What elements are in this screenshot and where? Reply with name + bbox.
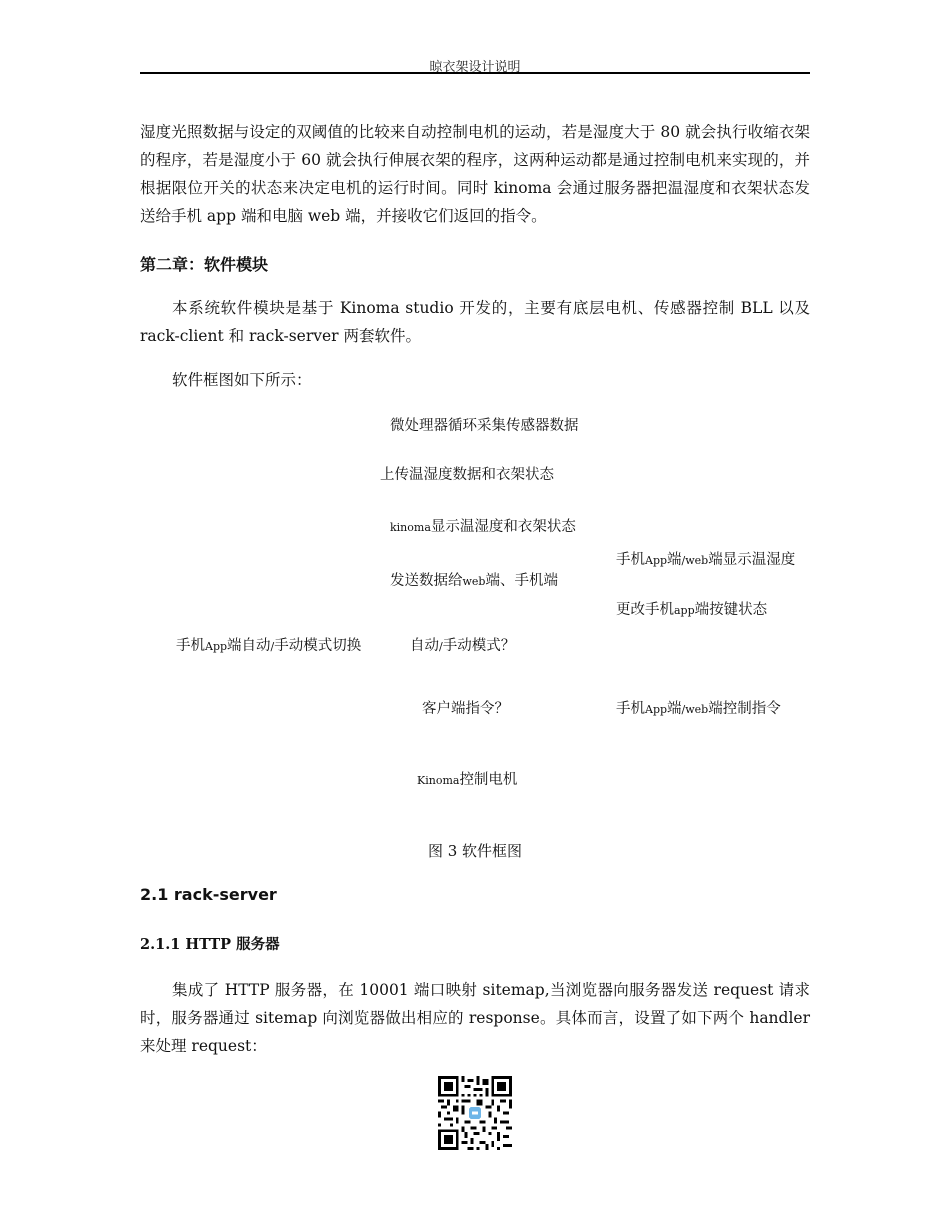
flow-node-mode-switch-part: 端自动 [227, 638, 271, 654]
flow-node-change-app-button-state-part: app [674, 604, 695, 617]
flow-node-control-command-part: /web [681, 703, 709, 716]
flow-node-app-web-display [616, 548, 795, 569]
flow-node-mode-switch [176, 634, 361, 655]
qr-code-image [438, 1076, 512, 1150]
flow-node-kinoma-display [390, 515, 576, 536]
diagram-intro-paragraph: 软件框图如下所示： [172, 371, 312, 389]
flow-node-kinoma-control-motor [417, 768, 517, 789]
flow-node-send-data-part: web [462, 575, 486, 588]
flow-node-send-data-part: 发送数据给 [390, 573, 463, 589]
flow-node-mode-decision [410, 634, 515, 655]
flow-node-change-app-button-state-part: 更改手机 [616, 602, 674, 618]
flow-node-collect-sensor-data: 微处理器循环采集传感器数据 [390, 418, 579, 434]
intro-paragraph: 湿度光照数据与设定的双阈值的比较来自动控制电机的运动，若是湿度大于 80 就会执行收缩衣架的程序，若是湿度小于 60 就会执行伸展衣架的程序，这两种运动都是通过控制电机来实现的，并根据限位开关的状态来决定电机的运行时间。同时 kinoma 会通过服务器把温湿度和衣架状态发送给手机 app 端和电脑 web 端，并接收它们返回的指令。 [140, 123, 810, 225]
section-2-1-1-paragraph: 集成了 HTTP 服务器，在 10001 端口映射 sitemap,当浏览器向服务器发送 request 请求时，服务器通过 sitemap 向浏览器做出相应的 response。具体而言，设置了如下两个 handler 来处理 request： [140, 981, 815, 1055]
flow-node-mode-switch-part: 手动模式切换 [274, 638, 362, 654]
flow-node-control-command-part: App [645, 703, 668, 716]
flow-node-control-command-part: 端控制指令 [708, 701, 781, 717]
flow-node-client-command-decision: 客户端指令？ [422, 701, 509, 717]
flow-node-change-app-button-state [616, 598, 767, 619]
section-2-1-1-heading: 2.1.1 HTTP 服务器 [140, 936, 280, 953]
flow-node-control-command-part: 端 [667, 701, 682, 717]
chapter-paragraph: 本系统软件模块是基于 Kinoma studio 开发的，主要有底层电机、传感器控制 BLL 以及 rack-client 和 rack-server 两套软件。 [140, 299, 815, 345]
flow-node-app-web-display-part: 端显示温湿度 [708, 552, 796, 568]
header-divider [140, 72, 810, 74]
flow-node-kinoma-control-motor-part: Kinoma [417, 774, 460, 787]
page-header-title: 晾衣架设计说明 [429, 60, 521, 75]
flow-node-mode-decision-part: / [439, 640, 443, 653]
flow-node-app-web-display-part: /web [681, 554, 709, 567]
flow-node-mode-switch-part: / [270, 640, 275, 653]
flow-node-kinoma-control-motor-part: 控制电机 [459, 772, 518, 788]
flow-node-mode-decision-part: 手动模式？ [442, 638, 516, 654]
flow-node-control-command-part: 手机 [616, 701, 645, 717]
flow-node-control-command [616, 697, 781, 718]
flow-node-app-web-display-part: App [645, 554, 668, 567]
figure-caption: 图 3 软件框图 [427, 842, 523, 860]
flow-node-mode-decision-part: 自动 [410, 638, 439, 654]
flow-node-change-app-button-state-part: 端按键状态 [694, 602, 768, 618]
flow-node-mode-switch-part: 手机 [176, 638, 205, 654]
flow-node-upload-data: 上传温湿度数据和衣架状态 [380, 467, 554, 483]
flow-node-app-web-display-part: 端 [667, 552, 682, 568]
flow-node-app-web-display-part: 手机 [616, 552, 645, 568]
flow-node-kinoma-display-part: kinoma [390, 521, 431, 534]
flow-node-mode-switch-part: App [205, 640, 228, 653]
flow-node-kinoma-display-part: 显示温湿度和衣架状态 [430, 519, 576, 535]
flow-node-send-data-part: 端、手机端 [485, 573, 558, 589]
chapter-heading: 第二章：软件模块 [140, 255, 269, 274]
flow-node-send-data [390, 569, 558, 590]
section-2-1-heading: 2.1 rack-server [140, 885, 277, 904]
